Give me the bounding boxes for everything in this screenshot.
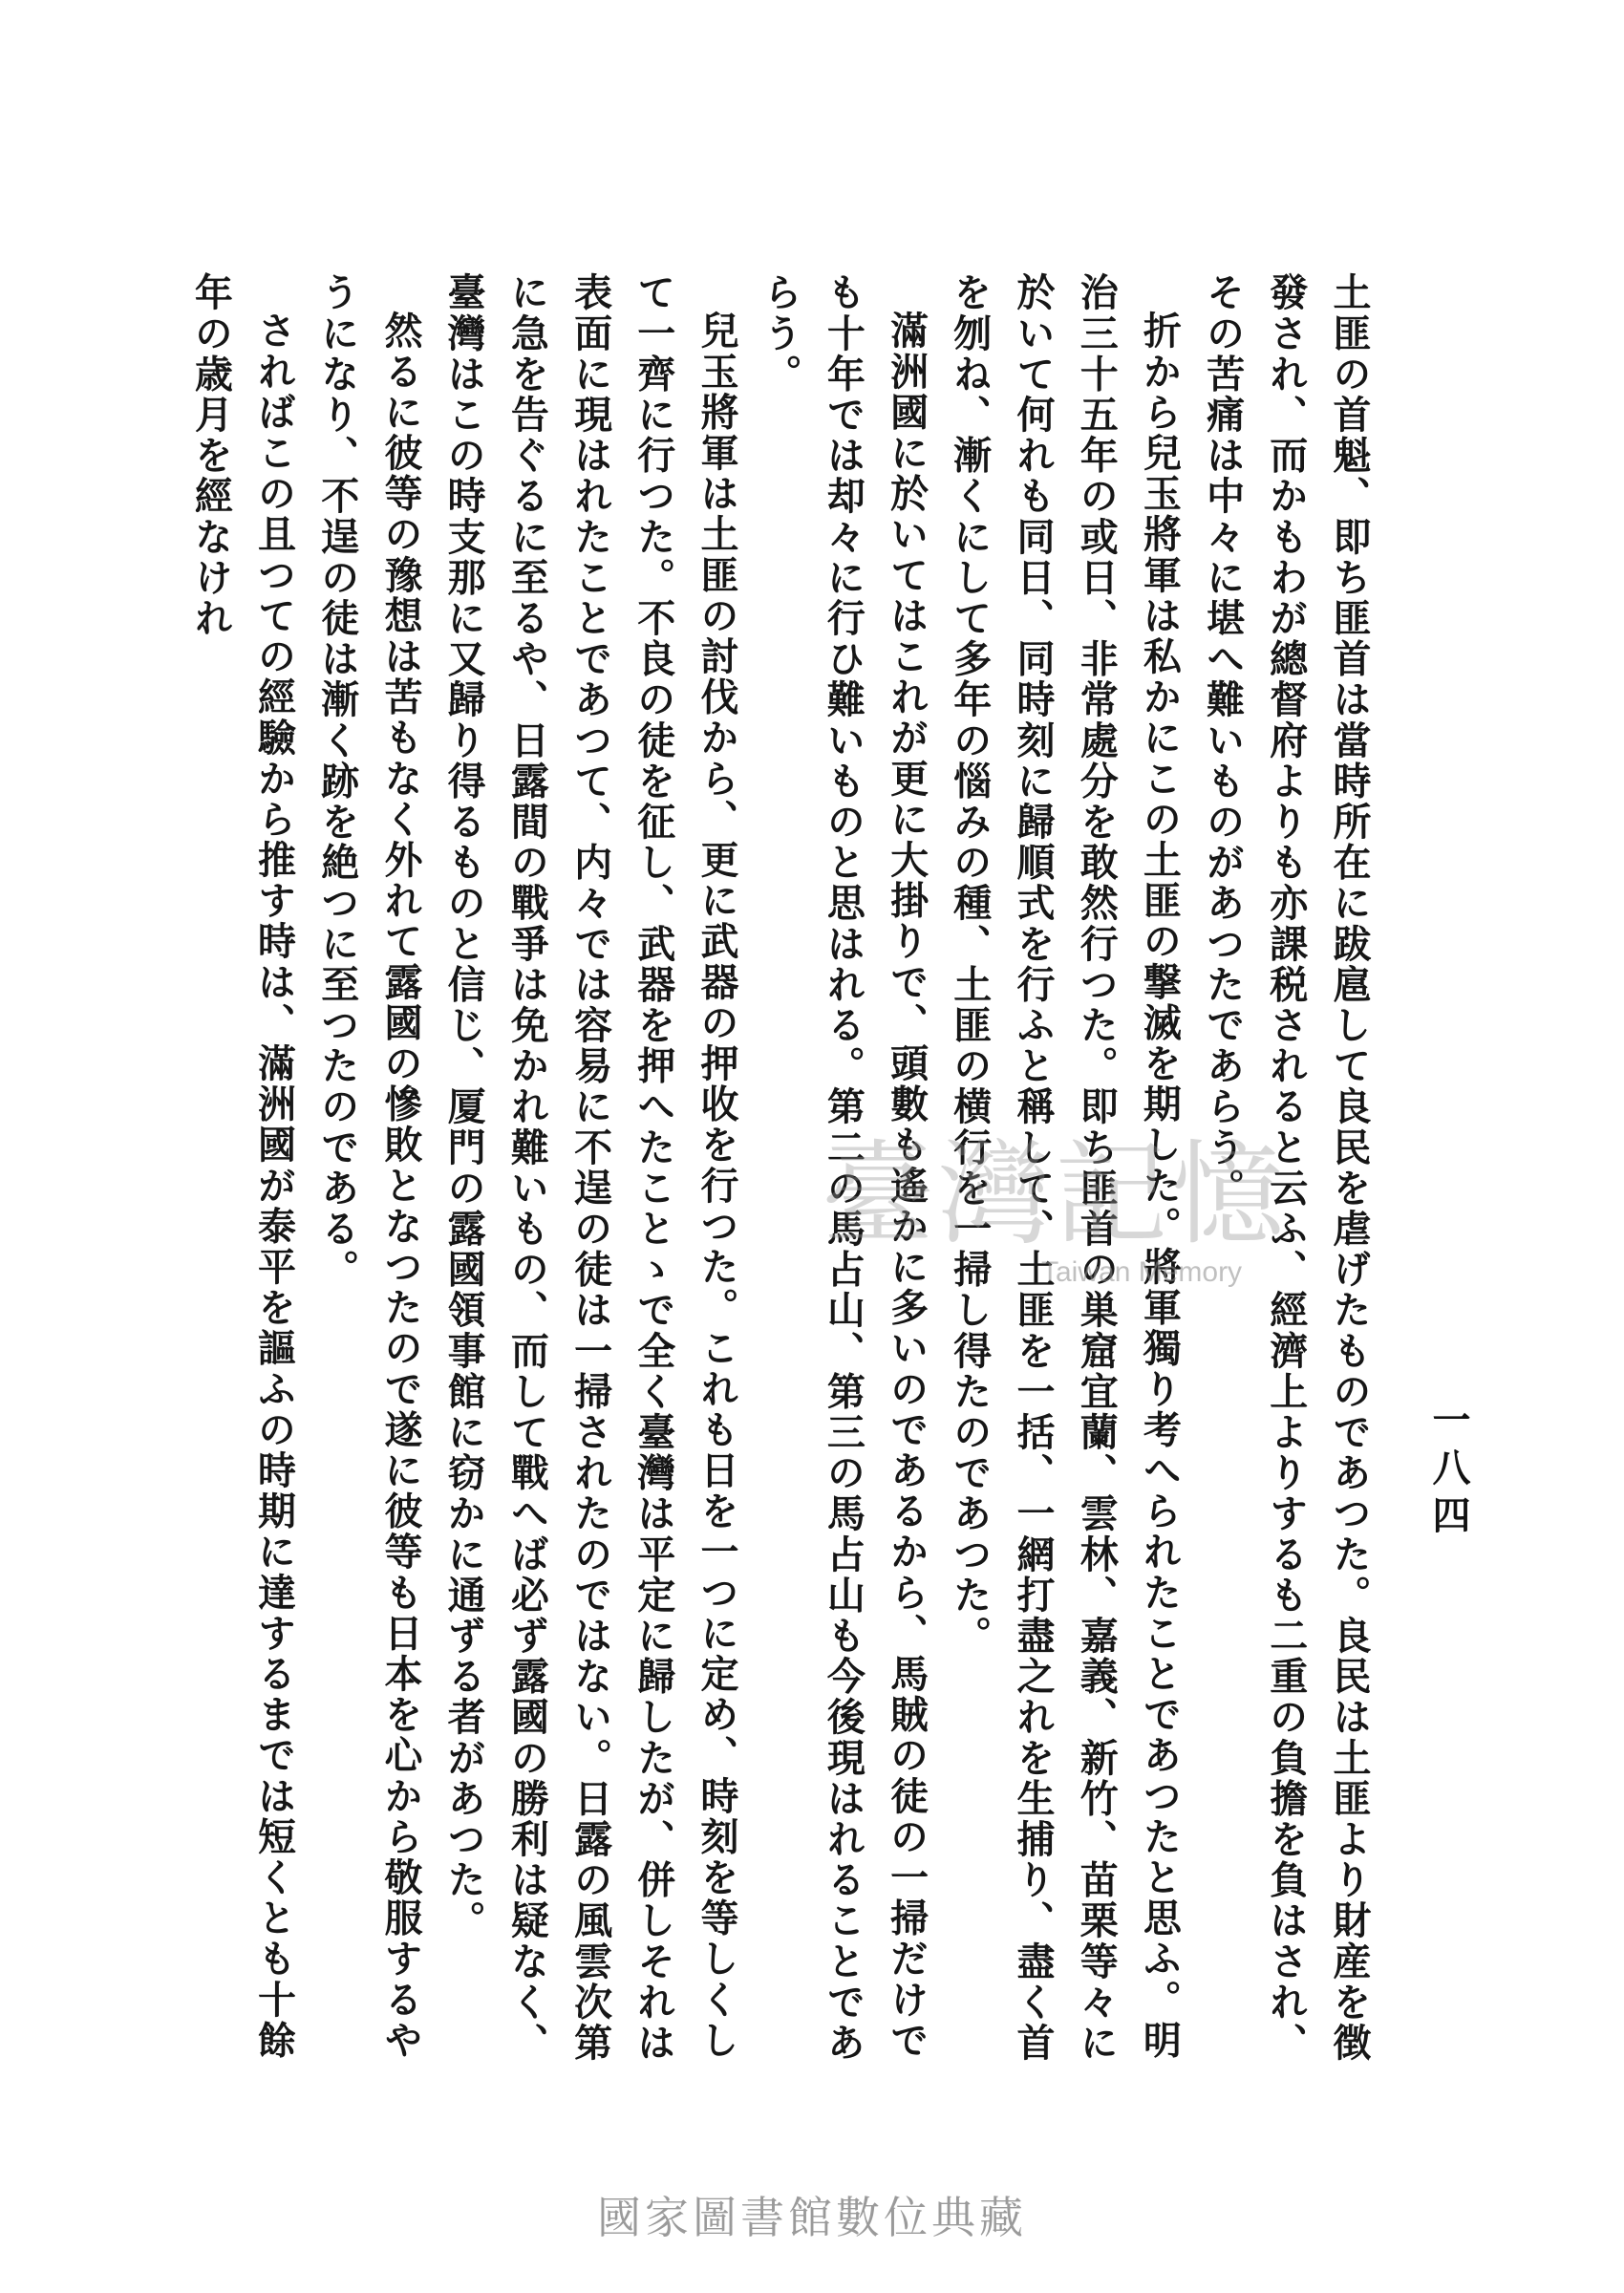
paragraph-4: 兒玉將軍は土匪の討伐から、更に武器の押收を行つた。これも日を一つに定め、時刻を等しくして一齊に行つた。不良の徒を征し、武器を押へたことゝで全く臺灣は平定に歸したが、併しそれは表面に現はれたことであつて、内々では容易に不逞の徒は一掃されたのではない。日露の風雲次第に急を告ぐるに至るや、日露間の戰爭は免かれ難いもの、而して戰へば必ず露國の勝利は疑なく、臺灣はこの時支那に又歸り得るものと信じ、厦門の露國領事館に窃かに通ずる者があつた。 xyxy=(441,272,739,2064)
footer-credit: 國家圖書館數位典藏 xyxy=(597,2192,1027,2243)
paragraph-5: 然るに彼等の豫想は苦もなく外れて露國の慘敗となつたので遂に彼等も日本を心から敬服するやうになり、不逞の徒は漸く跡を絶つに至つたのである。 xyxy=(314,272,423,2061)
body-text xyxy=(188,272,1380,2092)
paragraph-3: 滿洲國に於いてはこれが更に大掛りで、頭數も遙かに多いのであるから、馬賊の徒の一掃だけでも十年では却々に行ひ難いものと思はれる。第二の馬占山、第三の馬占山も今後現はれることであらう。 xyxy=(758,272,930,2064)
paragraph-6: さればこの且つての經驗から推す時は、滿洲國が泰平を謳ふの時期に達するまでは短くとも十餘年の歳月を經なけれ xyxy=(188,272,297,2061)
paragraph-1: 土匪の首魁、即ち匪首は當時所在に跋扈して良民を虐げたものであつた。良民は土匪より財産を徴發され、而かもわが總督府よりも亦課税されると云ふ、經濟上よりするも二重の負擔を負はされ、その苦痛は中々に堪へ難いものがあつたであらう。 xyxy=(1200,272,1372,2064)
watermark-sub-text: Taiwan Memory xyxy=(1041,1256,1243,1288)
watermark-main-text: 臺灣記憶 xyxy=(822,1128,1289,1260)
paragraph-2: 折から兒玉將軍は私かにこの土匪の撃滅を期した。將軍獨り考へられたことであつたと思ふ。明治三十五年の或日、非常處分を敢然行つた。即ち匪首の巣窟宜蘭、雲林、嘉義、新竹、苗栗等々に於いて何れも同日、同時刻に歸順式を行ふと稱して、土匪を一括、一網打盡之れを生捕り、盡く首を刎ね、漸くにして多年の惱みの種、土匪の横行を一掃し得たのであつた。 xyxy=(947,272,1183,2064)
page-number: 一八四 xyxy=(1426,1400,1471,1543)
